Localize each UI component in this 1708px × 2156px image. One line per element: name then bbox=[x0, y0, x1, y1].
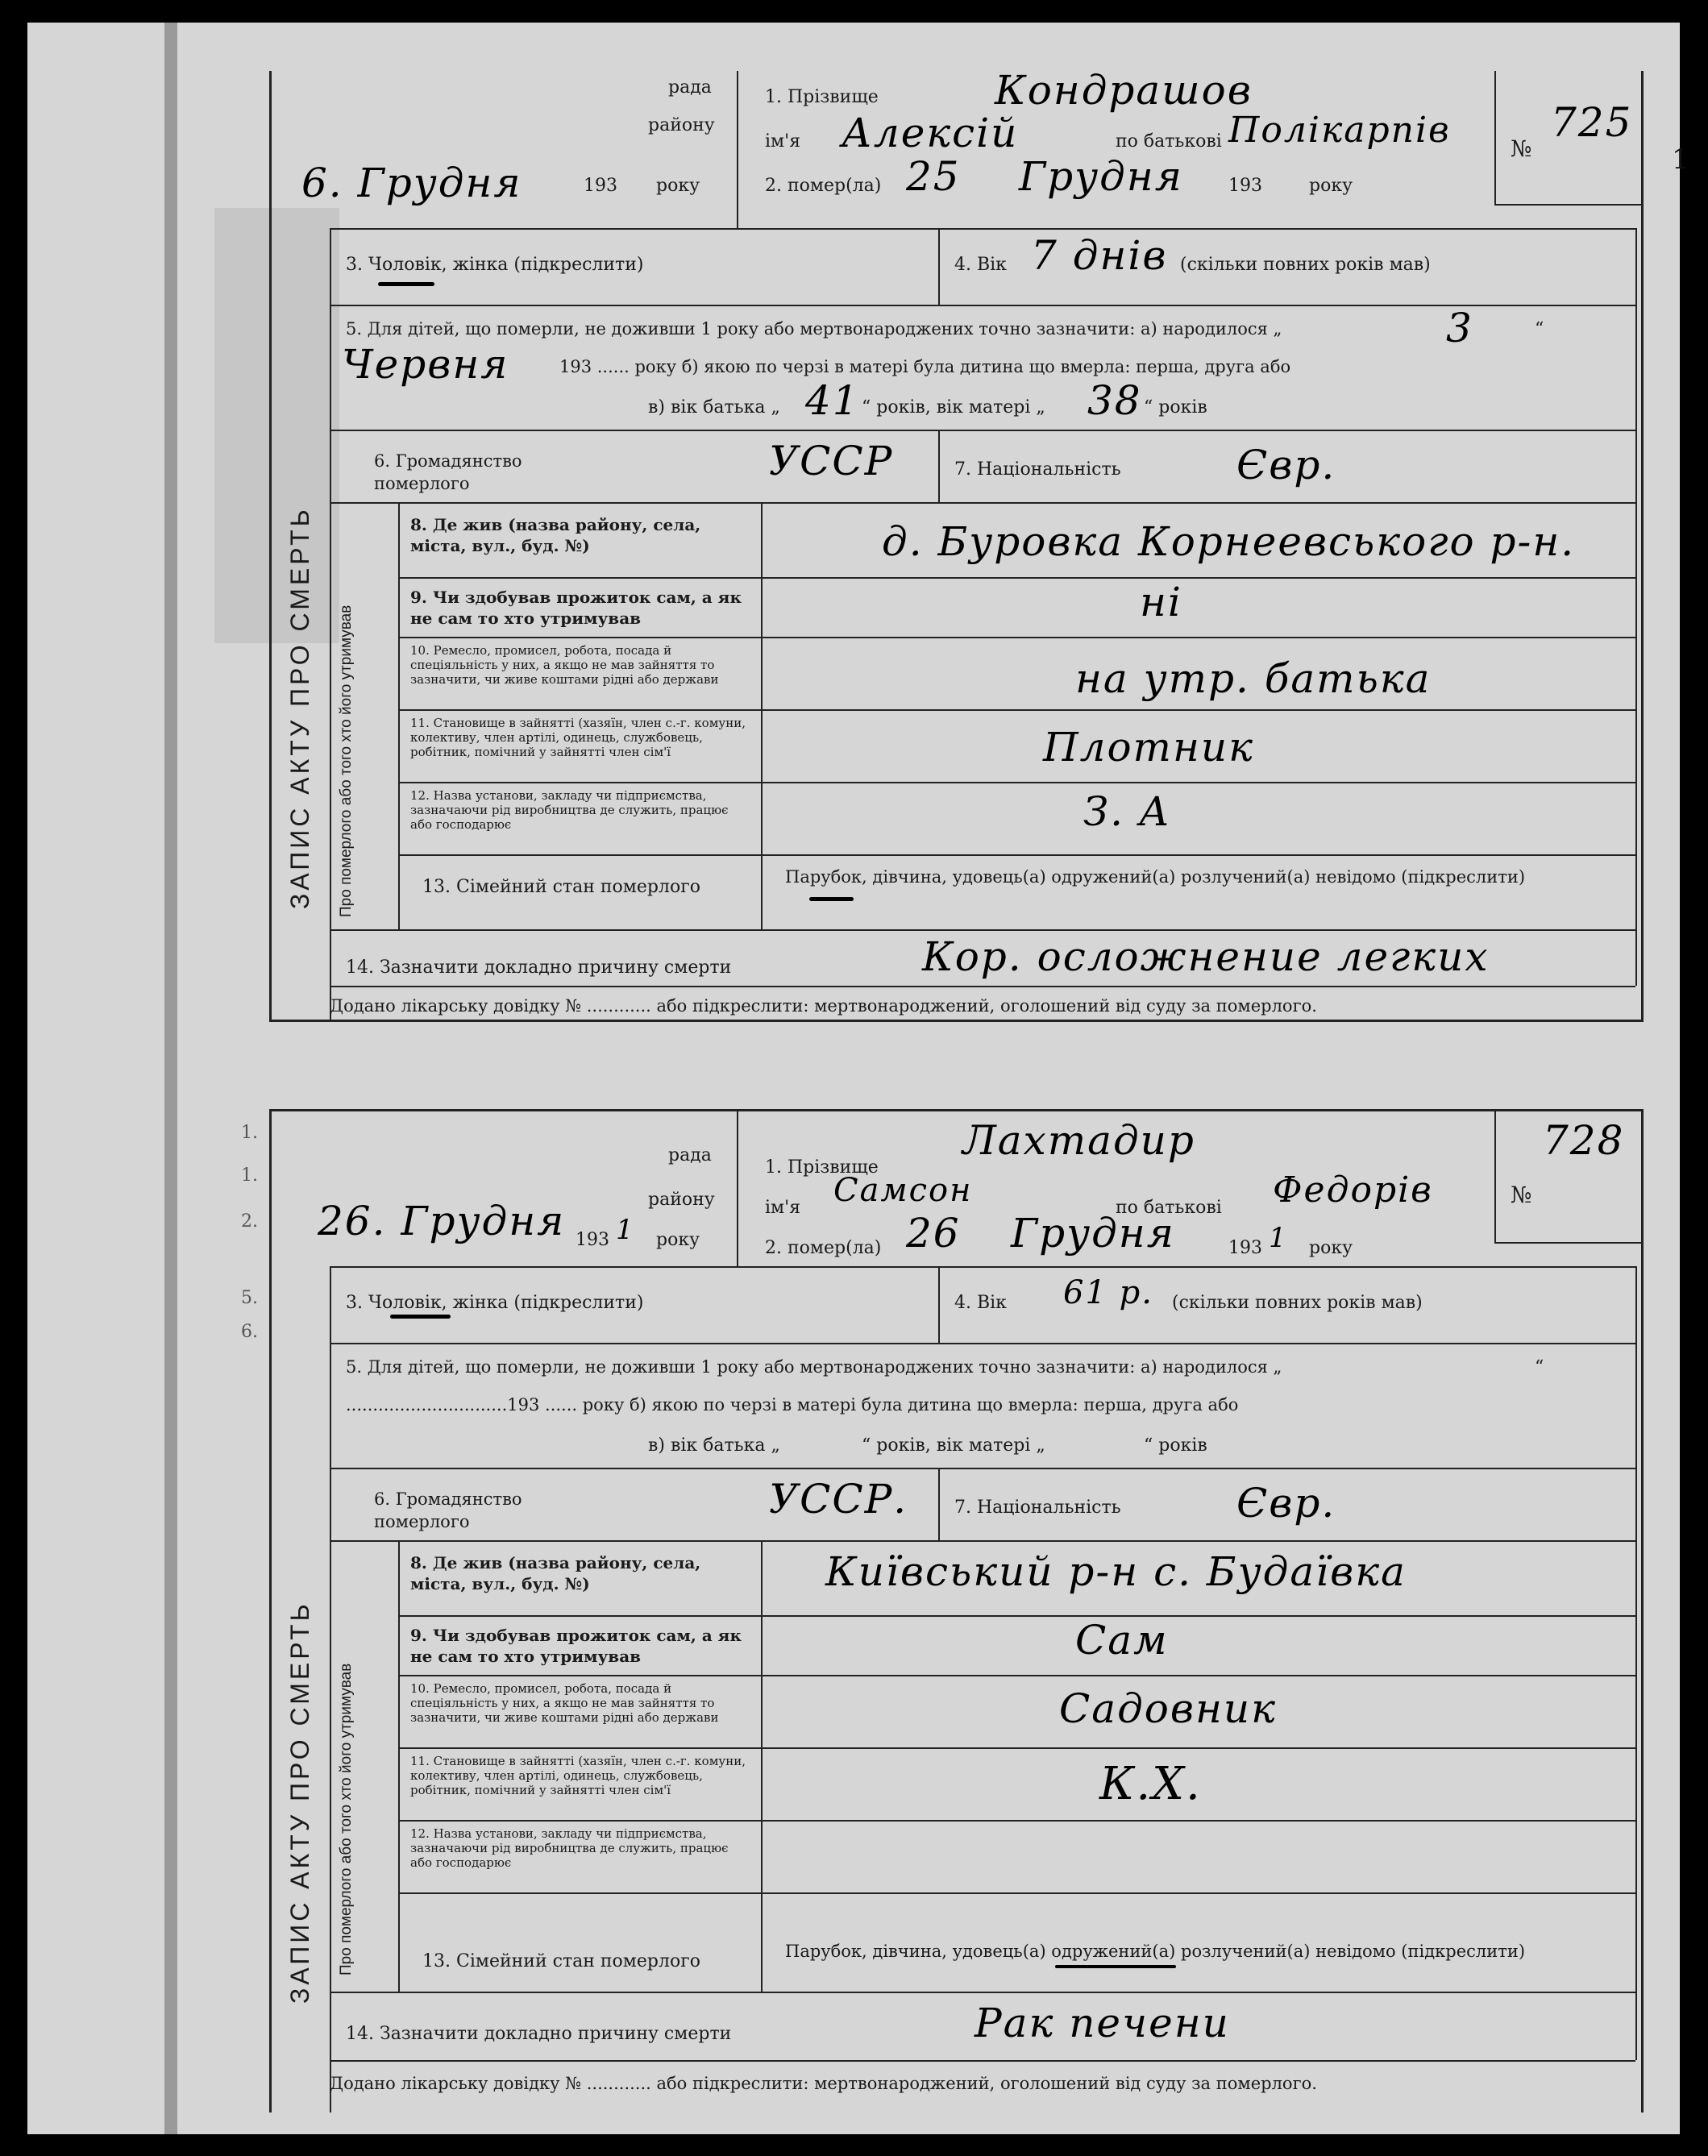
died-label: 2. помер(ла) bbox=[765, 176, 882, 196]
patronymic-label: по батькові bbox=[1116, 1198, 1222, 1218]
died-year-label: 193 bbox=[1228, 176, 1262, 196]
children-line-3b: “ років, вік матері „ bbox=[862, 397, 1045, 417]
margin-mark: 1. bbox=[241, 1165, 258, 1186]
nationality-label: 7. Національність bbox=[954, 1498, 1121, 1518]
name-value: Самсон bbox=[833, 1172, 973, 1209]
patronymic-label: по батькові bbox=[1116, 131, 1222, 152]
nationality-value: Євр. bbox=[1236, 442, 1336, 488]
rada-label: рада bbox=[668, 1145, 712, 1165]
children-line-2: 193 ...... року б) якою по черзі в матері була дитина що вмерла: перша, друга або bbox=[559, 357, 1291, 376]
citizenship-value: УССР bbox=[769, 438, 894, 484]
a11-value: К.Х. bbox=[1099, 1758, 1202, 1810]
q14-label: 14. Зазначити докладно причину смерти bbox=[346, 958, 732, 978]
roku-label: року bbox=[656, 1230, 700, 1250]
died-roku-label: року bbox=[1309, 1238, 1353, 1258]
a13-options: Парубок, дівчина, удовець(а) одружений(а) розлучений(а) невідомо (підкреслити) bbox=[785, 867, 1526, 887]
children-line-3a: в) вік батька „ bbox=[648, 397, 780, 417]
a9-value: ні bbox=[1140, 579, 1182, 625]
sex-label: 3. Чоловік, жінка (підкреслити) bbox=[346, 1293, 644, 1313]
registration-date: 26. Грудня bbox=[318, 1198, 566, 1244]
rada-label: рада bbox=[668, 77, 712, 98]
side-title: ЗАПИС АКТУ ПРО СМЕРТЬ bbox=[285, 506, 314, 909]
q13-label: 13. Сімейний стан померлого bbox=[422, 877, 701, 897]
side-label-about-deceased: Про померлого або того хто його утримував bbox=[338, 1663, 355, 1975]
margin-mark: 2. bbox=[241, 1211, 258, 1232]
side-label-about-deceased: Про померлого або того хто його утримував bbox=[338, 604, 355, 917]
died-roku-label: року bbox=[1309, 176, 1353, 196]
age-label: 4. Вік bbox=[954, 255, 1007, 275]
born-month: Червня bbox=[342, 341, 509, 388]
death-record-card-2 bbox=[269, 1109, 1644, 2112]
death-record-card-1 bbox=[269, 67, 1644, 1042]
a8-value: Київський р-н с. Будаївка bbox=[825, 1548, 1407, 1595]
children-line-3a: в) вік батька „ bbox=[648, 1435, 780, 1456]
q14-label: 14. Зазначити докладно причину смерти bbox=[346, 2024, 732, 2044]
age-value: 61 р. bbox=[1063, 1274, 1153, 1311]
registration-date: 6. Грудня bbox=[301, 160, 522, 206]
name-label: ім'я bbox=[765, 1198, 801, 1218]
record-number: 728 bbox=[1543, 1117, 1625, 1164]
patronymic-value: Федорів bbox=[1273, 1169, 1433, 1211]
a14-value: Кор. осложнение легких bbox=[922, 933, 1490, 980]
died-year-label: 193 bbox=[1228, 1238, 1262, 1258]
children-line-2: ..............................193 ...... року б) якою по черзі в матері була дитина що вмерла: перша, друга або bbox=[346, 1395, 1239, 1414]
citizenship-label: 6. Громадянство померлого bbox=[374, 1489, 522, 1531]
sex-underline bbox=[378, 282, 434, 286]
children-line-3c: “ років bbox=[1144, 397, 1207, 417]
died-label: 2. помер(ла) bbox=[765, 1238, 882, 1258]
marital-underline bbox=[1055, 1965, 1176, 1968]
q10-label: 10. Ремесло, промисел, робота, посада й спеціяльність у них, а якщо не мав зайняття то зазначити, чи живе коштами рідні або держави bbox=[410, 643, 719, 687]
footer-note: Додано лікарську довідку № ............ або підкреслити: мертвонароджений, оголошений від суду за померлого. bbox=[330, 2074, 1317, 2093]
surname-label: 1. Прізвище bbox=[765, 1157, 879, 1178]
side-title: ЗАПИС АКТУ ПРО СМЕРТЬ bbox=[285, 1601, 314, 2004]
margin-mark-top: 1 bbox=[1672, 143, 1689, 176]
registration-year: 1 bbox=[616, 1214, 635, 1246]
died-day: 25 bbox=[906, 153, 961, 200]
rayon-label: району bbox=[648, 1190, 715, 1210]
q9-label: 9. Чи здобував прожиток сам, а як не сам то хто утримував bbox=[410, 588, 742, 628]
q12-label: 12. Назва установи, закладу чи підприємства, зазначаючи рід виробництва де служить, працює або господарює bbox=[410, 788, 729, 832]
q10-label: 10. Ремесло, промисел, робота, посада й спеціяльність у них, а якщо не мав зайняття то зазначити, чи живе коштами рідні або держави bbox=[410, 1681, 719, 1725]
q11-label: 11. Становище в зайнятті (хазяїн, член с.-г. комуни, колективу, член артілі, одинець, службовець, робітник, помічний у зайнятті член сім'ї bbox=[410, 716, 746, 759]
binding-strip bbox=[164, 23, 177, 2134]
q12-label: 12. Назва установи, закладу чи підприємства, зазначаючи рід виробництва де служить, працює або господарює bbox=[410, 1826, 729, 1870]
sex-label: 3. Чоловік, жінка (підкреслити) bbox=[346, 255, 644, 275]
father-age: 41 bbox=[805, 377, 860, 424]
margin-mark: 5. bbox=[241, 1288, 258, 1308]
citizenship-label: 6. Громадянство померлого bbox=[374, 451, 522, 493]
children-line-1: 5. Для дітей, що померли, не доживши 1 року або мертвонароджених точно зазначити: а) народилося „ bbox=[346, 319, 1282, 339]
roku-label: року bbox=[656, 176, 700, 196]
marital-underline bbox=[809, 897, 854, 901]
year-label: 193 bbox=[584, 176, 617, 196]
margin-mark: 6. bbox=[241, 1322, 258, 1342]
sex-underline bbox=[390, 1315, 451, 1319]
a10-value: Садовник bbox=[1059, 1685, 1277, 1732]
a10-value: на утр. батька bbox=[1075, 655, 1432, 702]
archive-page bbox=[27, 23, 1689, 2134]
a11-value: Плотник bbox=[1043, 724, 1254, 771]
age-label: 4. Вік bbox=[954, 1293, 1007, 1313]
q8-label: 8. Де жив (назва району, села, міста, вул., буд. №) bbox=[410, 515, 701, 555]
born-day: 3 bbox=[1446, 305, 1473, 351]
children-line-1-end: “ bbox=[1535, 319, 1544, 339]
footer-note: Додано лікарську довідку № ............ або підкреслити: мертвонароджений, оголошений від суду за померлого. bbox=[330, 996, 1317, 1016]
a13-options: Парубок, дівчина, удовець(а) одружений(а) розлучений(а) невідомо (підкреслити) bbox=[785, 1942, 1526, 1961]
surname-value: Кондрашов bbox=[995, 67, 1253, 114]
surname-value: Лахтадир bbox=[962, 1117, 1195, 1164]
died-month: Грудня bbox=[1019, 153, 1183, 200]
q8-label: 8. Де жив (назва району, села, міста, вул., буд. №) bbox=[410, 1553, 701, 1593]
name-label: ім'я bbox=[765, 131, 801, 152]
margin-mark: 1. bbox=[241, 1123, 258, 1143]
patronymic-value: Полікарпів bbox=[1228, 110, 1451, 151]
q11-label: 11. Становище в зайнятті (хазяїн, член с.-г. комуни, колективу, член артілі, одинець, службовець, робітник, помічний у зайнятті член сім'ї bbox=[410, 1754, 746, 1797]
nationality-label: 7. Національність bbox=[954, 459, 1121, 480]
q13-label: 13. Сімейний стан померлого bbox=[422, 1951, 701, 1971]
nationality-value: Євр. bbox=[1236, 1480, 1336, 1527]
children-line-3b: “ років, вік матері „ bbox=[862, 1435, 1045, 1456]
a9-value: Сам bbox=[1075, 1617, 1169, 1664]
citizenship-value: УССР. bbox=[769, 1476, 908, 1522]
mother-age: 38 bbox=[1087, 377, 1142, 424]
a14-value: Рак печени bbox=[975, 2000, 1230, 2046]
rayon-label: району bbox=[648, 115, 715, 135]
year-label: 193 bbox=[576, 1230, 609, 1250]
age-suffix: (скільки повних років мав) bbox=[1172, 1293, 1423, 1313]
died-day: 26 bbox=[906, 1210, 961, 1257]
age-suffix: (скільки повних років мав) bbox=[1180, 255, 1431, 275]
children-line-1-end: “ bbox=[1535, 1357, 1544, 1377]
a12-value: З. А bbox=[1083, 788, 1171, 835]
a8-value: д. Буровка Корнеевського р-н. bbox=[882, 518, 1576, 565]
surname-label: 1. Прізвище bbox=[765, 87, 879, 107]
record-number: 725 bbox=[1551, 99, 1633, 146]
record-number-label: № bbox=[1511, 135, 1532, 162]
died-month: Грудня bbox=[1011, 1210, 1175, 1257]
age-value: 7 днів bbox=[1031, 232, 1168, 279]
name-value: Алексій bbox=[842, 110, 1019, 156]
died-year: 1 bbox=[1269, 1222, 1288, 1254]
record-number-label: № bbox=[1511, 1182, 1532, 1208]
q9-label: 9. Чи здобував прожиток сам, а як не сам то хто утримував bbox=[410, 1626, 742, 1666]
children-line-3c: “ років bbox=[1144, 1435, 1207, 1456]
children-line-1: 5. Для дітей, що померли, не доживши 1 року або мертвонароджених точно зазначити: а) народилося „ bbox=[346, 1357, 1282, 1377]
